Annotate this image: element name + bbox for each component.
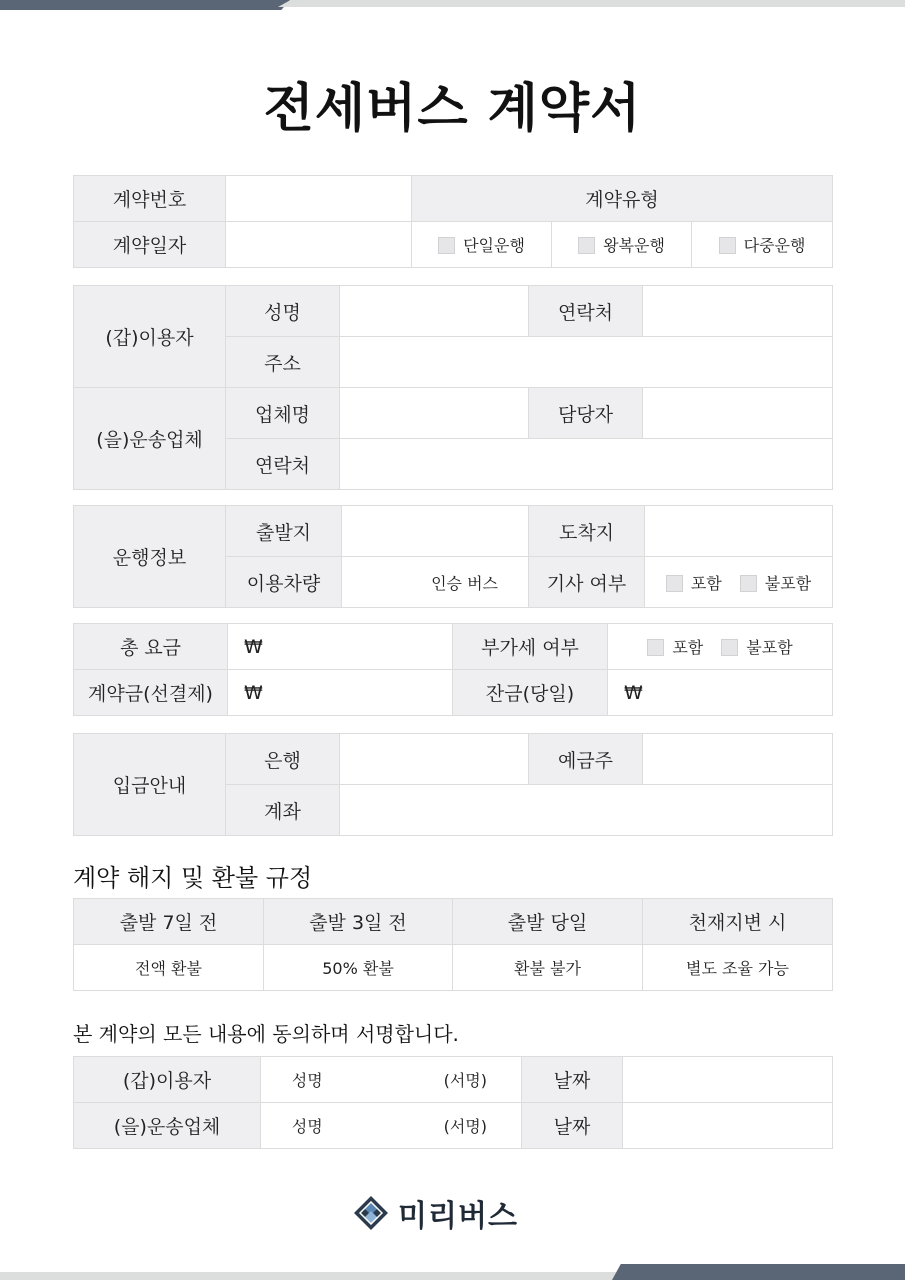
checkbox-driver-exclude[interactable] xyxy=(740,575,757,592)
parties-table xyxy=(73,285,833,490)
mirbus-logo-icon xyxy=(352,1194,390,1232)
manager-label: 담당자 xyxy=(529,388,643,439)
signature-date-field[interactable] xyxy=(623,1103,833,1149)
vat-include-option[interactable]: 포함 xyxy=(647,635,703,658)
document-title: 전세버스 계약서 xyxy=(263,79,642,139)
payment-label: 입금안내 xyxy=(74,734,226,836)
deposit-field[interactable]: ₩ xyxy=(228,670,453,716)
contract-type-label: 계약유형 xyxy=(412,176,833,222)
signature-party-label: (을)운송업체 xyxy=(74,1103,261,1149)
arrival-field[interactable] xyxy=(645,506,833,557)
total-fee-field[interactable]: ₩ xyxy=(228,624,453,670)
checkbox-round[interactable] xyxy=(578,237,595,254)
vehicle-field[interactable]: 인승 버스 xyxy=(342,557,529,608)
signature-date-label: 날짜 xyxy=(522,1103,623,1149)
operation-table xyxy=(73,505,833,608)
top-light-bar xyxy=(278,0,905,7)
bank-label: 은행 xyxy=(226,734,340,785)
contract-date-field[interactable] xyxy=(226,222,412,268)
driver-options xyxy=(645,557,833,608)
refund-value: 50% 환불 xyxy=(264,945,453,991)
total-fee-label: 총 요금 xyxy=(74,624,228,670)
account-holder-field[interactable] xyxy=(643,734,833,785)
refund-table xyxy=(73,898,833,991)
contract-number-field[interactable] xyxy=(226,176,412,222)
type-option-multi[interactable]: 다중운행 xyxy=(692,222,833,268)
signature-date-label: 날짜 xyxy=(522,1057,623,1103)
signature-table xyxy=(73,1056,833,1149)
refund-value: 별도 조율 가능 xyxy=(643,945,833,991)
refund-header: 출발 7일 전 xyxy=(74,899,264,945)
bottom-light-bar xyxy=(0,1272,640,1280)
user-party-label: (갑)이용자 xyxy=(74,286,226,388)
checkbox-single[interactable] xyxy=(438,237,455,254)
departure-label: 출발지 xyxy=(226,506,342,557)
user-name-field[interactable] xyxy=(340,286,529,337)
refund-header: 천재지변 시 xyxy=(643,899,833,945)
user-address-label: 주소 xyxy=(226,337,340,388)
signature-date-field[interactable] xyxy=(623,1057,833,1103)
account-number-field[interactable] xyxy=(340,785,833,836)
balance-label: 잔금(당일) xyxy=(453,670,608,716)
refund-header: 출발 당일 xyxy=(453,899,643,945)
user-address-field[interactable] xyxy=(340,337,833,388)
contract-date-label: 계약일자 xyxy=(74,222,226,268)
operation-label: 운행정보 xyxy=(74,506,226,608)
checkbox-driver-include[interactable] xyxy=(666,575,683,592)
refund-section-title: 계약 해지 및 환불 규정 xyxy=(73,864,313,892)
carrier-contact-label: 연락처 xyxy=(226,439,340,490)
departure-field[interactable] xyxy=(342,506,529,557)
signature-name-label: 성명 xyxy=(261,1103,354,1149)
refund-value: 환불 불가 xyxy=(453,945,643,991)
company-name-label: 업체명 xyxy=(226,388,340,439)
driver-label: 기사 여부 xyxy=(529,557,645,608)
signature-field[interactable]: (서명) xyxy=(354,1103,522,1149)
balance-field[interactable]: ₩ xyxy=(608,670,833,716)
carrier-contact-field[interactable] xyxy=(340,439,833,490)
account-number-label: 계좌 xyxy=(226,785,340,836)
user-contact-field[interactable] xyxy=(643,286,833,337)
refund-value: 전액 환불 xyxy=(74,945,264,991)
vehicle-label: 이용차량 xyxy=(226,557,342,608)
vat-label: 부가세 여부 xyxy=(453,624,608,670)
checkbox-multi[interactable] xyxy=(719,237,736,254)
contract-info-table xyxy=(73,175,833,268)
signature-field[interactable]: (서명) xyxy=(354,1057,522,1103)
payment-table xyxy=(73,733,833,836)
signature-party-label: (갑)이용자 xyxy=(74,1057,261,1103)
deposit-label: 계약금(선결제) xyxy=(74,670,228,716)
checkbox-vat-include[interactable] xyxy=(647,639,664,656)
fee-table xyxy=(73,623,833,716)
agreement-statement: 본 계약의 모든 내용에 동의하며 서명합니다. xyxy=(73,1022,459,1046)
vat-exclude-option[interactable]: 불포함 xyxy=(721,635,792,658)
carrier-party-label: (을)운송업체 xyxy=(74,388,226,490)
arrival-label: 도착지 xyxy=(529,506,645,557)
top-accent-bar xyxy=(0,0,290,10)
vat-options xyxy=(608,624,833,670)
contract-number-label: 계약번호 xyxy=(74,176,226,222)
driver-include-option[interactable]: 포함 xyxy=(666,571,722,594)
signature-name-label: 성명 xyxy=(261,1057,354,1103)
checkbox-vat-exclude[interactable] xyxy=(721,639,738,656)
driver-exclude-option[interactable]: 불포함 xyxy=(740,571,811,594)
manager-field[interactable] xyxy=(643,388,833,439)
user-contact-label: 연락처 xyxy=(529,286,643,337)
user-name-label: 성명 xyxy=(226,286,340,337)
refund-header: 출발 3일 전 xyxy=(264,899,453,945)
type-option-round[interactable]: 왕복운행 xyxy=(552,222,692,268)
bottom-accent-bar xyxy=(612,1264,905,1280)
company-name-field[interactable] xyxy=(340,388,529,439)
brand-logo xyxy=(352,1193,518,1233)
type-option-single[interactable]: 단일운행 xyxy=(412,222,552,268)
bank-field[interactable] xyxy=(340,734,529,785)
logo-text: 미리버스 xyxy=(398,1199,518,1234)
account-holder-label: 예금주 xyxy=(529,734,643,785)
